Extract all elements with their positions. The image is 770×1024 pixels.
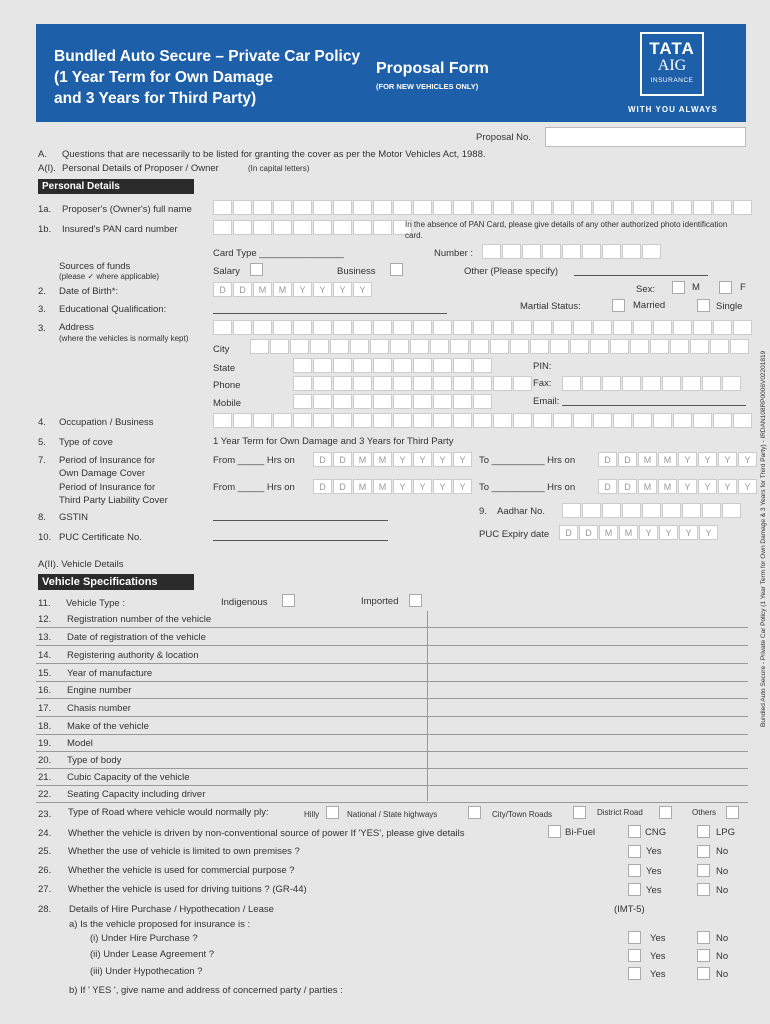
section-a1-text: Personal Details of Proposer / Owner <box>62 163 219 174</box>
date-y: Y <box>433 452 452 467</box>
table-row[interactable] <box>36 629 748 646</box>
table-row[interactable] <box>36 735 748 752</box>
row-label: Date of registration of the vehicle <box>67 632 206 643</box>
date-d: D <box>618 479 637 494</box>
section-a1-label: A(I). <box>38 163 56 174</box>
title-line-1: Bundled Auto Secure – Private Car Policy <box>54 48 361 65</box>
q23-label: Type of Road where vehicle would normally ply: <box>68 807 269 818</box>
row-label: Make of the vehicle <box>67 721 149 732</box>
date-y: Y <box>738 452 757 467</box>
q28-i: (i) Under Hire Purchase ? <box>90 933 198 944</box>
full-name-field[interactable] <box>213 200 753 215</box>
date-m: M <box>658 479 677 494</box>
q28-label: Details of Hire Purchase / Hypothecation / Lease <box>69 904 274 915</box>
date-m: M <box>353 452 372 467</box>
q8-label: GSTIN <box>59 512 89 523</box>
lpg-checkbox[interactable] <box>697 825 710 838</box>
others-checkbox[interactable] <box>726 806 739 819</box>
tp-from-label: From _____ Hrs on <box>213 482 295 493</box>
hp-yes-checkbox[interactable] <box>628 931 641 944</box>
sources-label: Sources of funds <box>59 261 131 272</box>
others-label: Others <box>692 808 717 817</box>
pin-label: PIN: <box>533 361 552 372</box>
indigenous-label: Indigenous <box>221 597 268 608</box>
date-m: M <box>658 452 677 467</box>
single-checkbox[interactable] <box>697 299 710 312</box>
q9-num: 9. <box>479 506 487 517</box>
row-num: 21. <box>38 772 52 783</box>
date-y: Y <box>453 452 472 467</box>
q28-iii: (iii) Under Hypothecation ? <box>90 966 203 977</box>
table-row[interactable] <box>36 786 748 803</box>
imt-label: (IMT-5) <box>614 904 645 915</box>
q3edu-num: 3. <box>38 304 46 315</box>
dob-y2: Y <box>313 282 332 297</box>
row-num: 14. <box>38 650 52 661</box>
q1a-label: Proposer's (Owner's) full name <box>62 204 192 215</box>
row-label: Model <box>67 738 93 749</box>
q10-num: 10. <box>38 532 52 543</box>
puc-d: D <box>559 525 578 540</box>
section-a1-note: (In capital letters) <box>248 164 310 173</box>
q28-ii: (ii) Under Lease Agreement ? <box>90 949 215 960</box>
row-label: Registering authority & location <box>67 650 199 661</box>
state-label: State <box>213 363 236 374</box>
education-line[interactable] <box>213 313 447 314</box>
address-label: Address <box>59 322 94 333</box>
q7-tp-line1: Period of Insurance for <box>59 482 156 493</box>
number-label: Number : <box>434 248 474 259</box>
q11-label: Vehicle Type : <box>66 598 125 609</box>
date-m: M <box>373 479 392 494</box>
phone-label: Phone <box>213 380 241 391</box>
q24-label: Whether the vehicle is driven by non-conventional source of power If 'YES', please give details <box>68 828 465 839</box>
date-y: Y <box>718 452 737 467</box>
row-label: Type of body <box>67 755 122 766</box>
q25-yes-checkbox[interactable] <box>628 845 641 858</box>
dob-y3: Y <box>333 282 352 297</box>
q26-num: 26. <box>38 865 52 876</box>
q7-tp-line2: Third Party Liability Cover <box>59 495 168 506</box>
table-row[interactable] <box>36 718 748 735</box>
od-to-date[interactable] <box>598 452 758 467</box>
cng-checkbox[interactable] <box>628 825 641 838</box>
single-label: Single <box>716 301 743 312</box>
q3edu-label: Educational Qualification: <box>59 304 167 315</box>
header-banner <box>36 24 746 122</box>
q25-no-checkbox[interactable] <box>697 845 710 858</box>
q1b-label: Insured's PAN card number <box>62 224 178 235</box>
q5-value: 1 Year Term for Own Damage and 3 Years for Third Party <box>213 436 454 447</box>
lease-yes-checkbox[interactable] <box>628 949 641 962</box>
date-y: Y <box>413 452 432 467</box>
hp-no-checkbox[interactable] <box>697 931 710 944</box>
puc-expiry-label: PUC Expiry date <box>479 529 550 540</box>
address-note: (where the vehicles is normally kept) <box>59 334 189 343</box>
date-y: Y <box>393 479 412 494</box>
bifuel-checkbox[interactable] <box>548 825 561 838</box>
date-y: Y <box>738 479 757 494</box>
date-m: M <box>353 479 372 494</box>
q26-yes-checkbox[interactable] <box>628 864 641 877</box>
address-line-1[interactable] <box>213 320 753 335</box>
puc-m: M <box>619 525 638 540</box>
city-label: City <box>213 344 230 355</box>
puc-y: Y <box>659 525 678 540</box>
row-num: 13. <box>38 632 52 643</box>
date-d: D <box>598 479 617 494</box>
q25-label: Whether the use of vehicle is limited to own premises ? <box>68 846 300 857</box>
q27-no-label: No <box>716 885 729 896</box>
hilly-checkbox[interactable] <box>326 806 339 819</box>
row-label: Cubic Capacity of the vehicle <box>67 772 190 783</box>
date-d: D <box>313 479 332 494</box>
row-num: 12. <box>38 614 52 625</box>
lease-yes-label: Yes <box>650 951 666 962</box>
date-y: Y <box>433 479 452 494</box>
date-m: M <box>373 452 392 467</box>
puc-m: M <box>599 525 618 540</box>
q24-num: 24. <box>38 828 52 839</box>
puc-y: Y <box>699 525 718 540</box>
cng-label: CNG <box>645 827 667 838</box>
marital-label: Martial Status: <box>520 301 581 312</box>
date-y: Y <box>393 452 412 467</box>
q4-label: Occupation / Business <box>59 417 154 428</box>
mobile-field[interactable] <box>293 394 493 409</box>
tata-aig-logo <box>640 32 704 96</box>
q8-num: 8. <box>38 512 46 523</box>
other-line[interactable] <box>574 275 708 276</box>
id-number-field[interactable] <box>482 244 662 259</box>
title-line-3: and 3 Years for Third Party) <box>54 90 257 107</box>
q11-num: 11. <box>38 598 51 609</box>
hp-no-label: No <box>716 933 729 944</box>
vehicle-specs-bar: Vehicle Specifications <box>38 574 194 590</box>
personal-details-bar: Personal Details <box>38 179 194 194</box>
q25-no-label: No <box>716 846 729 857</box>
q2-num: 2. <box>38 286 46 297</box>
date-d: D <box>598 452 617 467</box>
sex-m-label: M <box>692 282 700 293</box>
imported-label: Imported <box>361 596 399 607</box>
q4-num: 4. <box>38 417 46 428</box>
hp-yes-label: Yes <box>650 933 666 944</box>
puc-expiry-date[interactable] <box>559 525 719 540</box>
tp-to-date[interactable] <box>598 479 758 494</box>
row-label: Chasis number <box>67 703 131 714</box>
pan-field[interactable] <box>213 220 413 235</box>
new-vehicles-note: (FOR NEW VEHICLES ONLY) <box>376 82 479 91</box>
tagline: WITH YOU ALWAYS <box>628 105 718 114</box>
q27-no-checkbox[interactable] <box>697 883 710 896</box>
table-row[interactable] <box>36 611 748 628</box>
dob-y4: Y <box>353 282 372 297</box>
row-num: 20. <box>38 755 52 766</box>
date-d: D <box>333 452 352 467</box>
date-d: D <box>313 452 332 467</box>
logo-insurance: INSURANCE <box>650 77 694 84</box>
dob-m2: M <box>273 282 292 297</box>
business-checkbox[interactable] <box>390 263 403 276</box>
tp-to-label: To __________ Hrs on <box>479 482 576 493</box>
date-y: Y <box>698 479 717 494</box>
q27-num: 27. <box>38 884 52 895</box>
dob-field[interactable] <box>213 282 373 297</box>
sources-note: (please ✓ where applicable) <box>59 272 160 281</box>
card-type-label: Card Type ________________ <box>213 248 344 259</box>
sex-f-checkbox[interactable] <box>719 281 732 294</box>
dob-d2: D <box>233 282 252 297</box>
occupation-field[interactable] <box>213 413 753 428</box>
q1b-num: 1b. <box>38 224 52 235</box>
lease-no-label: No <box>716 951 729 962</box>
hilly-label: Hilly <box>304 810 320 819</box>
tp-from-date[interactable] <box>313 479 473 494</box>
district-label: District Road <box>597 808 643 817</box>
date-y: Y <box>453 479 472 494</box>
fax-label: Fax: <box>533 378 552 389</box>
row-label: Registration number of the vehicle <box>67 614 212 625</box>
q28-num: 28. <box>38 904 52 915</box>
date-m: M <box>638 479 657 494</box>
national-checkbox[interactable] <box>468 806 481 819</box>
q5-label: Type of cove <box>59 437 113 448</box>
section-a2: A(II). Vehicle Details <box>38 559 124 570</box>
section-a-letter: A. <box>38 149 47 160</box>
phone-field[interactable] <box>293 376 533 391</box>
row-num: 15. <box>38 668 52 679</box>
side-footer-text: Bundled Auto Secure - Private Car Policy (1 Year Term for Own Damage & 3 Years for Third Party) - IRDAN108RP0006V02201819 <box>760 350 767 727</box>
q23-num: 23. <box>38 809 52 820</box>
q9-label: Aadhar No. <box>497 506 546 517</box>
q28-b: b) If ' YES ', give name and address of concerned party / parties : <box>69 985 343 996</box>
indigenous-checkbox[interactable] <box>282 594 295 607</box>
puc-y: Y <box>639 525 658 540</box>
sex-f-label: F <box>740 282 746 293</box>
city-roads-checkbox[interactable] <box>573 806 586 819</box>
table-row[interactable] <box>36 752 748 769</box>
salary-label: Salary <box>213 266 240 277</box>
row-num: 22. <box>38 789 52 800</box>
puc-line[interactable] <box>213 540 388 541</box>
other-label: Other (Please specify) <box>464 266 558 277</box>
date-d: D <box>333 479 352 494</box>
table-row[interactable] <box>36 769 748 786</box>
q1a-num: 1a. <box>38 204 52 215</box>
lease-no-checkbox[interactable] <box>697 949 710 962</box>
od-from-date[interactable] <box>313 452 473 467</box>
q28-a: a) Is the vehicle proposed for insurance is : <box>69 919 251 930</box>
q25-num: 25. <box>38 846 52 857</box>
table-divider <box>427 611 428 801</box>
hypo-yes-label: Yes <box>650 969 666 980</box>
policy-title <box>54 46 374 109</box>
row-num: 19. <box>38 738 52 749</box>
q27-yes-label: Yes <box>646 885 662 896</box>
business-label: Business <box>337 266 376 277</box>
table-row[interactable] <box>36 700 748 717</box>
imported-checkbox[interactable] <box>409 594 422 607</box>
row-label: Seating Capacity including driver <box>67 789 206 800</box>
row-num: 18. <box>38 721 52 732</box>
bifuel-label: Bi-Fuel <box>565 827 596 838</box>
dob-y1: Y <box>293 282 312 297</box>
date-y: Y <box>698 452 717 467</box>
logo-aig: AIG <box>657 57 687 74</box>
lpg-label: LPG <box>716 827 736 838</box>
aadhar-field[interactable] <box>562 503 742 518</box>
date-d: D <box>618 452 637 467</box>
proposal-form-title: Proposal Form <box>376 60 489 77</box>
row-label: Year of manufacture <box>67 668 153 679</box>
date-m: M <box>638 452 657 467</box>
od-to-label: To __________ Hrs on <box>479 455 576 466</box>
q26-yes-label: Yes <box>646 866 662 877</box>
section-a-text: Questions that are necessarily to be listed for granting the cover as per the Motor Vehicles Act, 1988. <box>62 149 486 160</box>
district-checkbox[interactable] <box>659 806 672 819</box>
table-row[interactable] <box>36 665 748 682</box>
q3addr-num: 3. <box>38 323 46 334</box>
q5-num: 5. <box>38 437 46 448</box>
sex-label: Sex: <box>636 284 656 295</box>
dob-d1: D <box>213 282 232 297</box>
city-field[interactable] <box>250 339 750 354</box>
row-label: Engine number <box>67 685 132 696</box>
mobile-label: Mobile <box>213 398 241 409</box>
proposal-no-field[interactable] <box>545 127 746 147</box>
hypo-yes-checkbox[interactable] <box>628 967 641 980</box>
proposal-no-label: Proposal No. <box>476 132 531 143</box>
q27-label: Whether the vehicle is used for driving tuitions ? (GR-44) <box>68 884 307 895</box>
table-row[interactable] <box>36 647 748 664</box>
national-label: National / State highways <box>347 810 438 819</box>
date-y: Y <box>678 479 697 494</box>
q26-no-checkbox[interactable] <box>697 864 710 877</box>
sex-m-checkbox[interactable] <box>672 281 685 294</box>
table-row[interactable] <box>36 682 748 699</box>
q25-yes-label: Yes <box>646 846 662 857</box>
row-num: 16. <box>38 685 52 696</box>
q10-label: PUC Certificate No. <box>59 532 142 543</box>
hypo-no-checkbox[interactable] <box>697 967 710 980</box>
gstin-line[interactable] <box>213 520 388 521</box>
q26-no-label: No <box>716 866 729 877</box>
date-y: Y <box>718 479 737 494</box>
dob-m1: M <box>253 282 272 297</box>
q7-od-line2: Own Damage Cover <box>59 468 146 479</box>
q7-od-line1: Period of Insurance for <box>59 455 156 466</box>
q27-yes-checkbox[interactable] <box>628 883 641 896</box>
puc-y: Y <box>679 525 698 540</box>
date-y: Y <box>678 452 697 467</box>
state-field[interactable] <box>293 358 493 373</box>
q2-label: Date of Birth*: <box>59 286 119 297</box>
date-y: Y <box>413 479 432 494</box>
married-checkbox[interactable] <box>612 299 625 312</box>
email-label: Email: <box>533 396 560 407</box>
email-line[interactable] <box>562 405 746 406</box>
salary-checkbox[interactable] <box>250 263 263 276</box>
fax-field[interactable] <box>562 376 742 391</box>
puc-d: D <box>579 525 598 540</box>
q26-label: Whether the vehicle is used for commercial purpose ? <box>68 865 295 876</box>
city-roads-label: City/Town Roads <box>492 810 553 819</box>
row-num: 17. <box>38 703 52 714</box>
od-from-label: From _____ Hrs on <box>213 455 295 466</box>
married-label: Married <box>633 300 666 311</box>
hypo-no-label: No <box>716 969 729 980</box>
title-line-2: (1 Year Term for Own Damage <box>54 69 274 86</box>
q1b-note: In the absence of PAN Card, please give details of any other authorized photo identification card. <box>405 220 728 240</box>
q7-num: 7. <box>38 455 46 466</box>
logo-tata: TATA <box>649 39 695 58</box>
